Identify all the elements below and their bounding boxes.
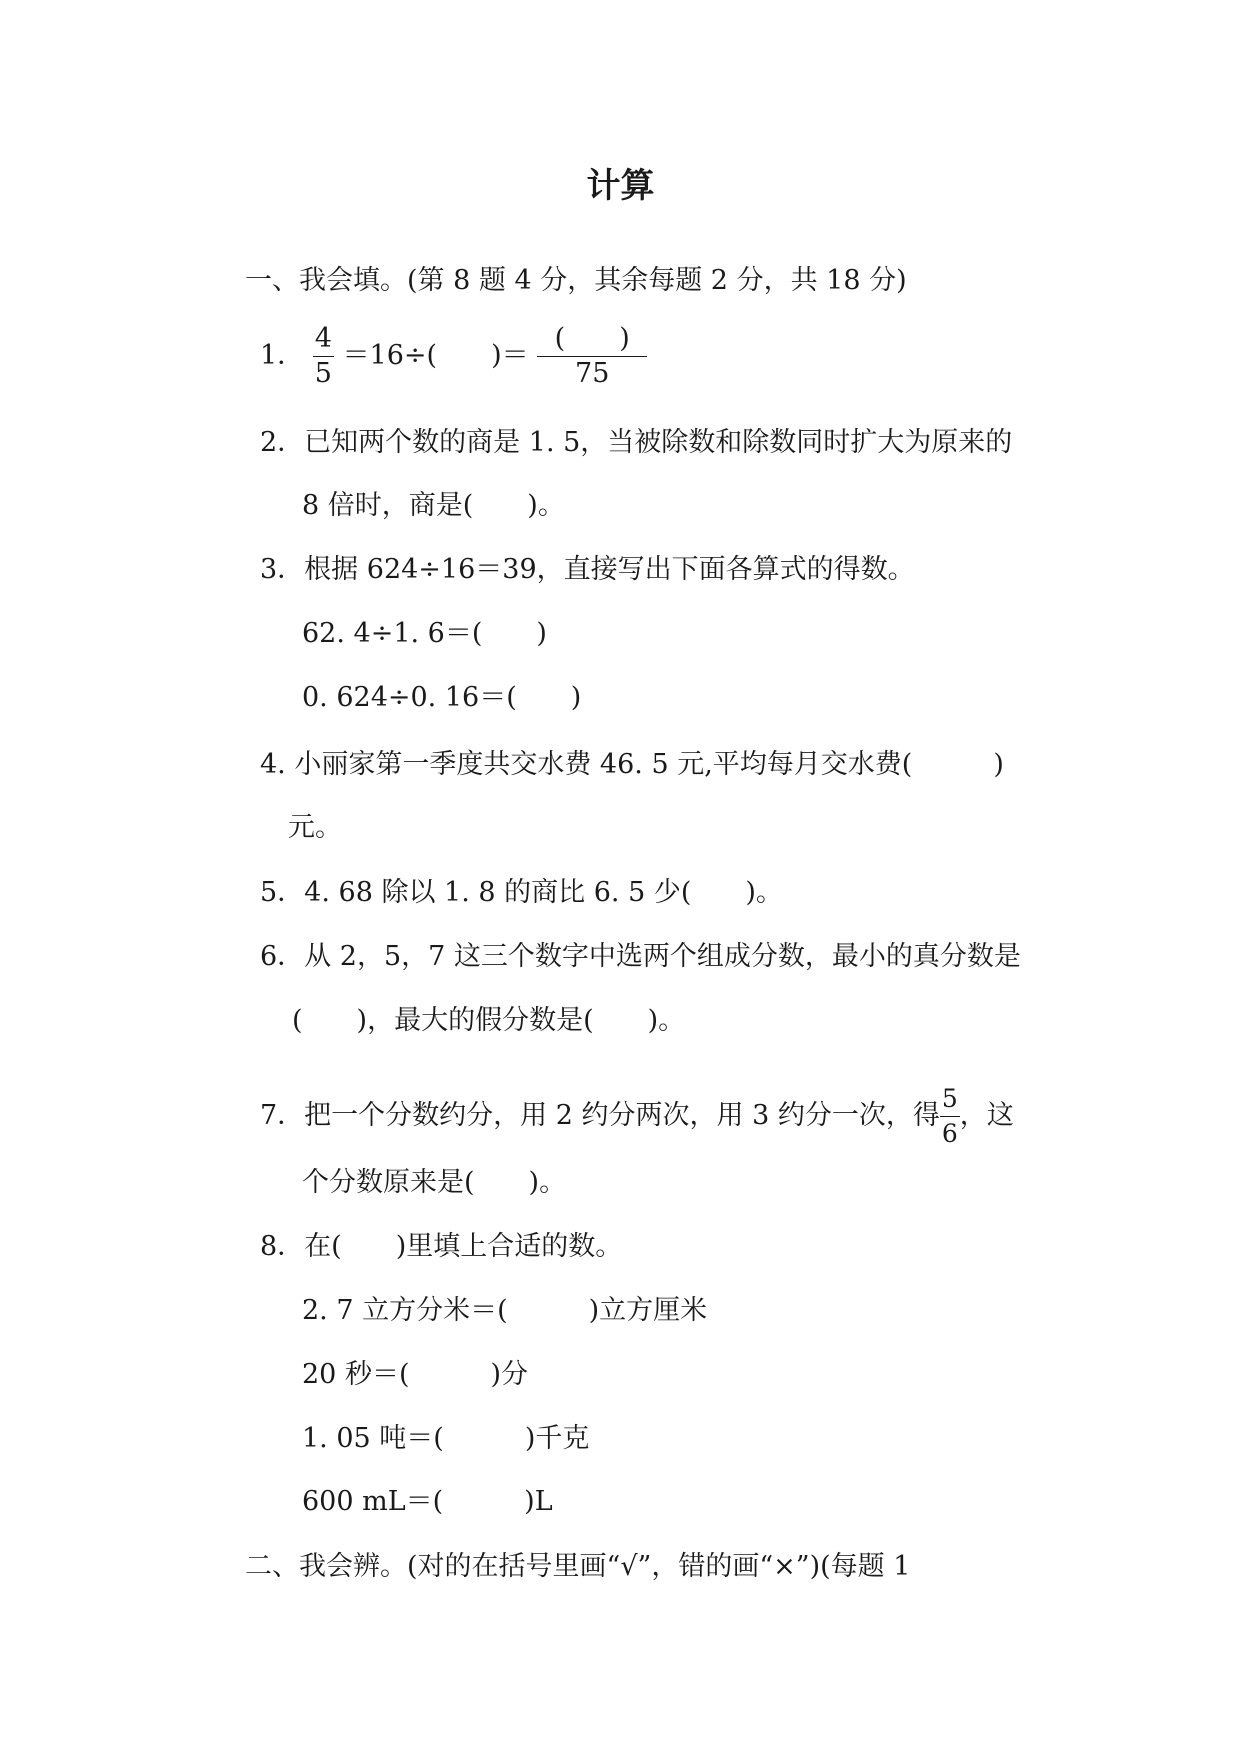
question-1-middle: ＝16÷( )＝ [342, 340, 529, 371]
section-1-heading: 一、我会填。(第 8 题 4 分，其余每题 2 分，共 18 分) [245, 265, 907, 296]
question-6-line-2: ( )，最大的假分数是( )。 [292, 1005, 686, 1036]
question-8-b: 20 秒＝( )分 [302, 1359, 529, 1390]
question-5: 5．4. 68 除以 1. 8 的商比 6. 5 少( )。 [260, 877, 783, 908]
section-2-heading: 二、我会辨。(对的在括号里画“√”，错的画“×”)(每题 1 [245, 1551, 911, 1582]
fraction-numerator: 4 [314, 323, 332, 354]
question-2-line-1: 2．已知两个数的商是 1. 5，当被除数和除数同时扩大为原来的 [260, 427, 1013, 458]
page-title: 计算 [586, 166, 655, 206]
fraction-denominator: 6 [940, 1116, 960, 1151]
question-4-line-2: 元。 [288, 812, 342, 843]
question-7-text: 7．把一个分数约分，用 2 约分两次，用 3 约分一次，得 [260, 1100, 940, 1131]
question-7-tail: ，这 [959, 1100, 1014, 1131]
question-7-line-1 [260, 1082, 1014, 1151]
question-2-line-2: 8 倍时，商是( )。 [302, 490, 565, 521]
fraction-numerator: 5 [941, 1084, 958, 1113]
fraction-4-5 [313, 322, 334, 391]
fraction-denominator: 5 [314, 358, 332, 389]
question-3-b: 0. 624÷0. 16＝( ) [302, 682, 582, 713]
question-3-line-1: 3．根据 624÷16＝39，直接写出下面各算式的得数。 [260, 554, 915, 585]
fraction-5-6 [940, 1082, 960, 1151]
question-6-line-1: 6．从 2，5，7 这三个数字中选两个组成分数，最小的真分数是 [260, 941, 1021, 972]
question-1-number: 1． [260, 340, 305, 371]
question-8-line-1: 8．在( )里填上合适的数。 [260, 1231, 623, 1262]
question-7-line-2: 个分数原来是( )。 [302, 1167, 567, 1198]
question-3-a: 62. 4÷1. 6＝( ) [302, 618, 547, 649]
question-8-a: 2. 7 立方分米＝( )立方厘米 [302, 1295, 708, 1326]
fraction-denominator-75: 75 [537, 356, 647, 391]
fraction-numerator-blank: ( ) [554, 323, 630, 354]
fraction-blank-75 [537, 322, 647, 391]
question-8-c: 1. 05 吨＝( )千克 [302, 1423, 590, 1454]
question-4-line-1: 4. 小丽家第一季度共交水费 46. 5 元,平均每月交水费( ) [260, 749, 1004, 780]
question-8-d: 600 mL＝( )L [302, 1486, 553, 1517]
question-1 [260, 322, 647, 391]
